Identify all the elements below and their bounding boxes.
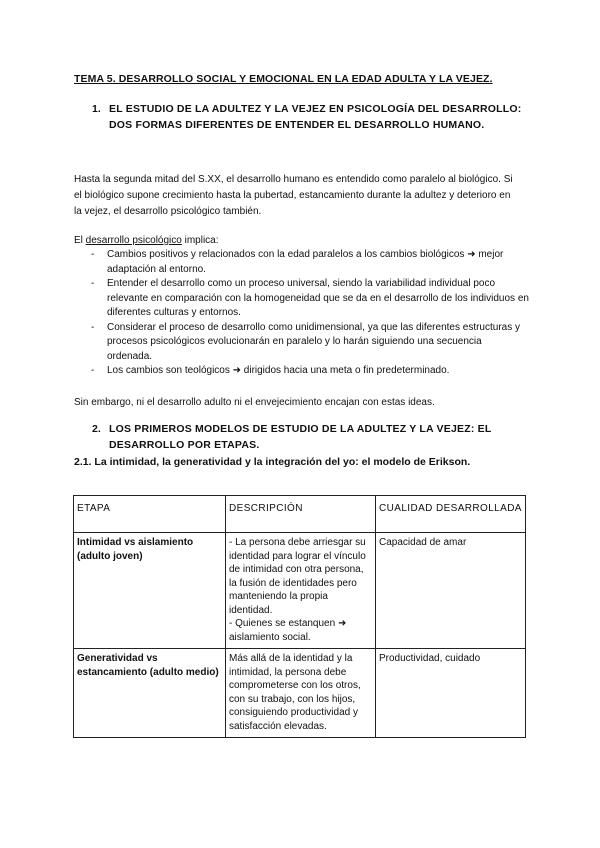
- cell-cualidad: Capacidad de amar: [376, 533, 526, 649]
- table-row: [74, 649, 526, 738]
- list-item: - Cambios positivos y relacionados con la edad paralelos a los cambios biológicos ➜ mejor adaptación al entorno.: [91, 248, 529, 277]
- section-2-title: LOS PRIMEROS MODELOS DE ESTUDIO DE LA ADULTEZ Y LA VEJEZ: EL DESARROLLO POR ETAPAS.: [109, 423, 492, 451]
- section-2-number: 2.: [92, 423, 101, 435]
- implica-list: [91, 248, 529, 379]
- section-1-title: EL ESTUDIO DE LA ADULTEZ Y LA VEJEZ EN PSICOLOGÍA DEL DESARROLLO: DOS FORMAS DIFERENTES DE ENTENDER EL DESARROLLO HUMANO.: [109, 103, 522, 131]
- header-cualidad: CUALIDAD DESARROLLADA: [376, 496, 526, 533]
- section-1-heading: [92, 101, 532, 133]
- descripcion-line: - Quienes se estanquen ➜ aislamiento social.: [229, 618, 347, 643]
- erikson-table: [73, 495, 526, 738]
- cell-descripcion: [226, 649, 376, 738]
- document-title: TEMA 5. DESARROLLO SOCIAL Y EMOCIONAL EN LA EDAD ADULTA Y LA VEJEZ.: [74, 73, 493, 85]
- descripcion-line: Más allá de la identidad y la intimidad, la persona debe comprometerse con los otros, con su trabajo, con los hijos, consiguiendo productividad y satisfacción elevadas.: [229, 653, 361, 732]
- descripcion-line: - La persona debe arriesgar su identidad para lograr el vínculo de intimidad con otra persona, la fusión de identidades pero manteniendo la propia identidad.: [229, 537, 366, 616]
- list-item: - Considerar el proceso de desarrollo como unidimensional, ya que las diferentes estructuras y procesos psicológicos evolucionarán en paralelo y lo harán siguiendo una secuencia ordenada.: [91, 321, 529, 365]
- list-item: - Los cambios son teológicos ➜ dirigidos hacia una meta o fin predeterminado.: [91, 364, 529, 379]
- closing-paragraph: Sin embargo, ni el desarrollo adulto ni el envejecimiento encajan con estas ideas.: [74, 397, 435, 408]
- cell-etapa: Generatividad vs estancamiento (adulto medio): [74, 649, 226, 738]
- intro-paragraph: Hasta la segunda mitad del S.XX, el desarrollo humano es entendido como paralelo al biológico. Si el biológico supone crecimiento hasta la pubertad, estancamiento durante la adultez y deterioro en la vejez, el desarrollo psicológico también.: [74, 174, 513, 217]
- table-row: [74, 533, 526, 649]
- table-header-row: [74, 496, 526, 533]
- implica-term: desarrollo psicológico: [85, 235, 182, 246]
- implica-line: [74, 233, 520, 249]
- section-1-number: 1.: [92, 103, 101, 115]
- header-descripcion: DESCRIPCIÓN: [226, 496, 376, 533]
- implica-suffix: implica:: [181, 235, 219, 246]
- cell-etapa: Intimidad vs aislamiento (adulto joven): [74, 533, 226, 649]
- list-item: - Entender el desarrollo como un proceso universal, siendo la variabilidad individual poco relevante en comparación con la homogeneidad que se da en el desarrollo de los individuos en diferentes culturas y entornos.: [91, 277, 529, 321]
- cell-descripcion: [226, 533, 376, 649]
- implica-prefix: El: [74, 235, 86, 246]
- subsection-heading: 2.1. La intimidad, la generatividad y la integración del yo: el modelo de Erikson.: [74, 456, 471, 468]
- header-etapa: ETAPA: [74, 496, 226, 533]
- section-2-heading: [92, 421, 532, 453]
- cell-cualidad: Productividad, cuidado: [376, 649, 526, 738]
